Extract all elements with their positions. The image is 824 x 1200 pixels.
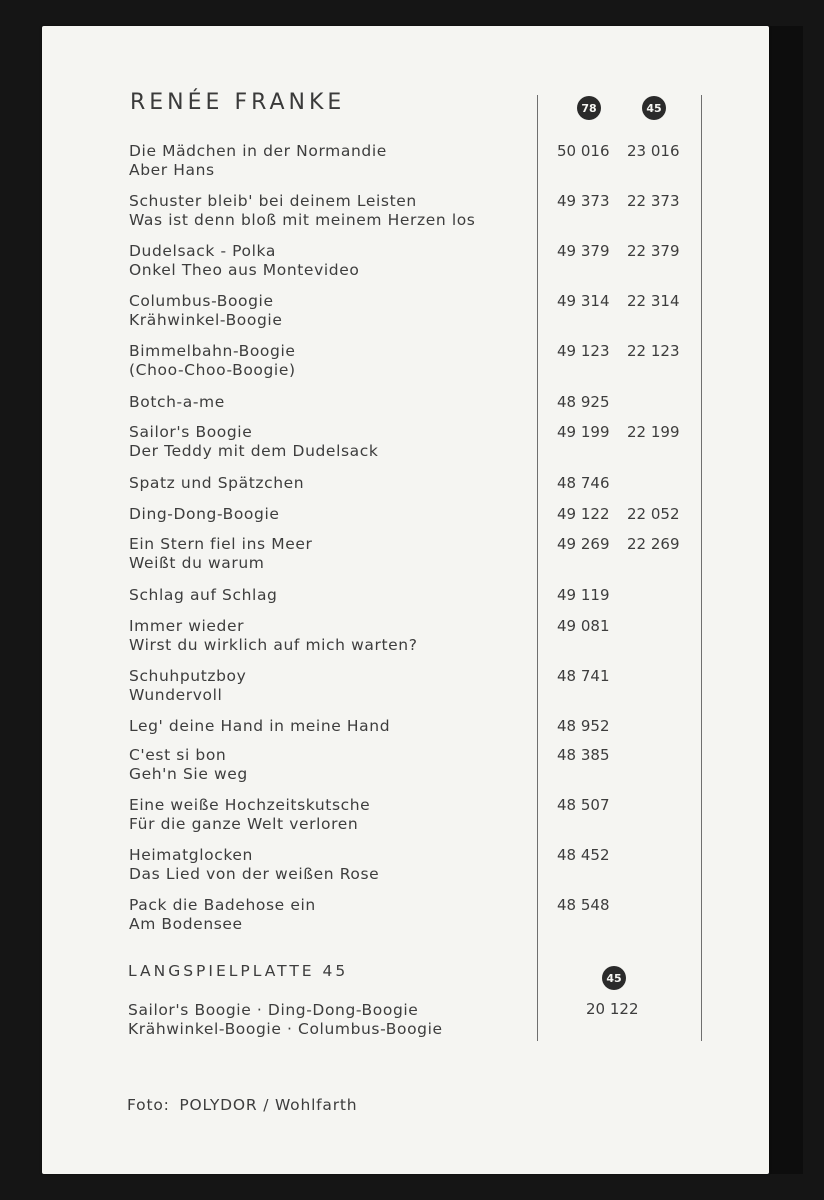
record-number-78: 49 269 (557, 535, 610, 553)
record-number-78: 49 123 (557, 342, 610, 360)
artist-name: RENÉE FRANKE (130, 90, 346, 115)
record-title-line: C'est si bon (129, 746, 227, 764)
record-title-line: Ding-Dong-Boogie (129, 505, 280, 523)
record-title-line: Pack die Badehose ein (129, 896, 316, 914)
photo-credit-label: Foto: (127, 1096, 170, 1114)
record-title-line: Heimatglocken (129, 846, 253, 864)
record-number-45: 22 269 (627, 535, 680, 553)
record-title-line: Was ist denn bloß mit meinem Herzen los (129, 211, 476, 229)
record-number-45: 22 379 (627, 242, 680, 260)
record-number-78: 50 016 (557, 142, 610, 160)
lp-45-badge: 45 (602, 966, 626, 990)
column-divider-right (701, 95, 702, 1041)
record-title-line: Die Mädchen in der Normandie (129, 142, 387, 160)
record-title-line: Wirst du wirklich auf mich warten? (129, 636, 418, 654)
record-title-line: Spatz und Spätzchen (129, 474, 305, 492)
record-number-45: 22 052 (627, 505, 680, 523)
record-title-line: Krähwinkel-Boogie (129, 311, 283, 329)
record-number-78: 48 746 (557, 474, 610, 492)
record-number-45: 22 123 (627, 342, 680, 360)
record-number-78: 48 741 (557, 667, 610, 685)
record-number-78: 49 081 (557, 617, 610, 635)
lp-number: 20 122 (586, 1000, 639, 1018)
record-title-line: Sailor's Boogie (129, 423, 253, 441)
record-title-line: Aber Hans (129, 161, 215, 179)
record-number-45: 22 314 (627, 292, 680, 310)
record-number-78: 48 452 (557, 846, 610, 864)
speed-78-badge: 78 (577, 96, 601, 120)
record-title-line: Schuhputzboy (129, 667, 247, 685)
record-number-78: 49 199 (557, 423, 610, 441)
record-title-line: Der Teddy mit dem Dudelsack (129, 442, 379, 460)
record-title-line: Das Lied von der weißen Rose (129, 865, 380, 883)
record-number-78: 49 379 (557, 242, 610, 260)
record-number-78: 48 385 (557, 746, 610, 764)
record-number-45: 22 199 (627, 423, 680, 441)
record-number-45: 23 016 (627, 142, 680, 160)
lp-track-line: Sailor's Boogie · Ding-Dong-Boogie (128, 1001, 419, 1019)
record-title-line: Geh'n Sie weg (129, 765, 248, 783)
speed-45-badge: 45 (642, 96, 666, 120)
record-title-line: Am Bodensee (129, 915, 243, 933)
record-title-line: Botch-a-me (129, 393, 225, 411)
record-title-line: Weißt du warum (129, 554, 265, 572)
record-title-line: Wundervoll (129, 686, 223, 704)
record-number-78: 48 952 (557, 717, 610, 735)
record-title-line: Schuster bleib' bei deinem Leisten (129, 192, 417, 210)
record-title-line: Leg' deine Hand in meine Hand (129, 717, 391, 735)
record-title-line: Schlag auf Schlag (129, 586, 278, 604)
record-number-78: 49 373 (557, 192, 610, 210)
record-number-78: 48 507 (557, 796, 610, 814)
record-number-78: 48 548 (557, 896, 610, 914)
lp-heading: LANGSPIELPLATTE 45 (128, 962, 349, 980)
record-number-78: 48 925 (557, 393, 610, 411)
record-title-line: Für die ganze Welt verloren (129, 815, 359, 833)
record-title-line: (Choo-Choo-Boogie) (129, 361, 296, 379)
record-title-line: Columbus-Boogie (129, 292, 274, 310)
record-title-line: Dudelsack - Polka (129, 242, 276, 260)
column-divider-left (537, 95, 538, 1041)
record-number-78: 49 122 (557, 505, 610, 523)
record-title-line: Bimmelbahn-Boogie (129, 342, 296, 360)
lp-track-line: Krähwinkel-Boogie · Columbus-Boogie (128, 1020, 443, 1038)
record-number-78: 49 119 (557, 586, 610, 604)
photo-credit (127, 1096, 357, 1114)
record-number-78: 49 314 (557, 292, 610, 310)
record-title-line: Onkel Theo aus Montevideo (129, 261, 360, 279)
record-title-line: Eine weiße Hochzeitskutsche (129, 796, 371, 814)
record-title-line: Immer wieder (129, 617, 245, 635)
record-number-45: 22 373 (627, 192, 680, 210)
record-title-line: Ein Stern fiel ins Meer (129, 535, 313, 553)
photo-credit-text: POLYDOR / Wohlfarth (179, 1096, 358, 1114)
background-edge (769, 26, 803, 1174)
